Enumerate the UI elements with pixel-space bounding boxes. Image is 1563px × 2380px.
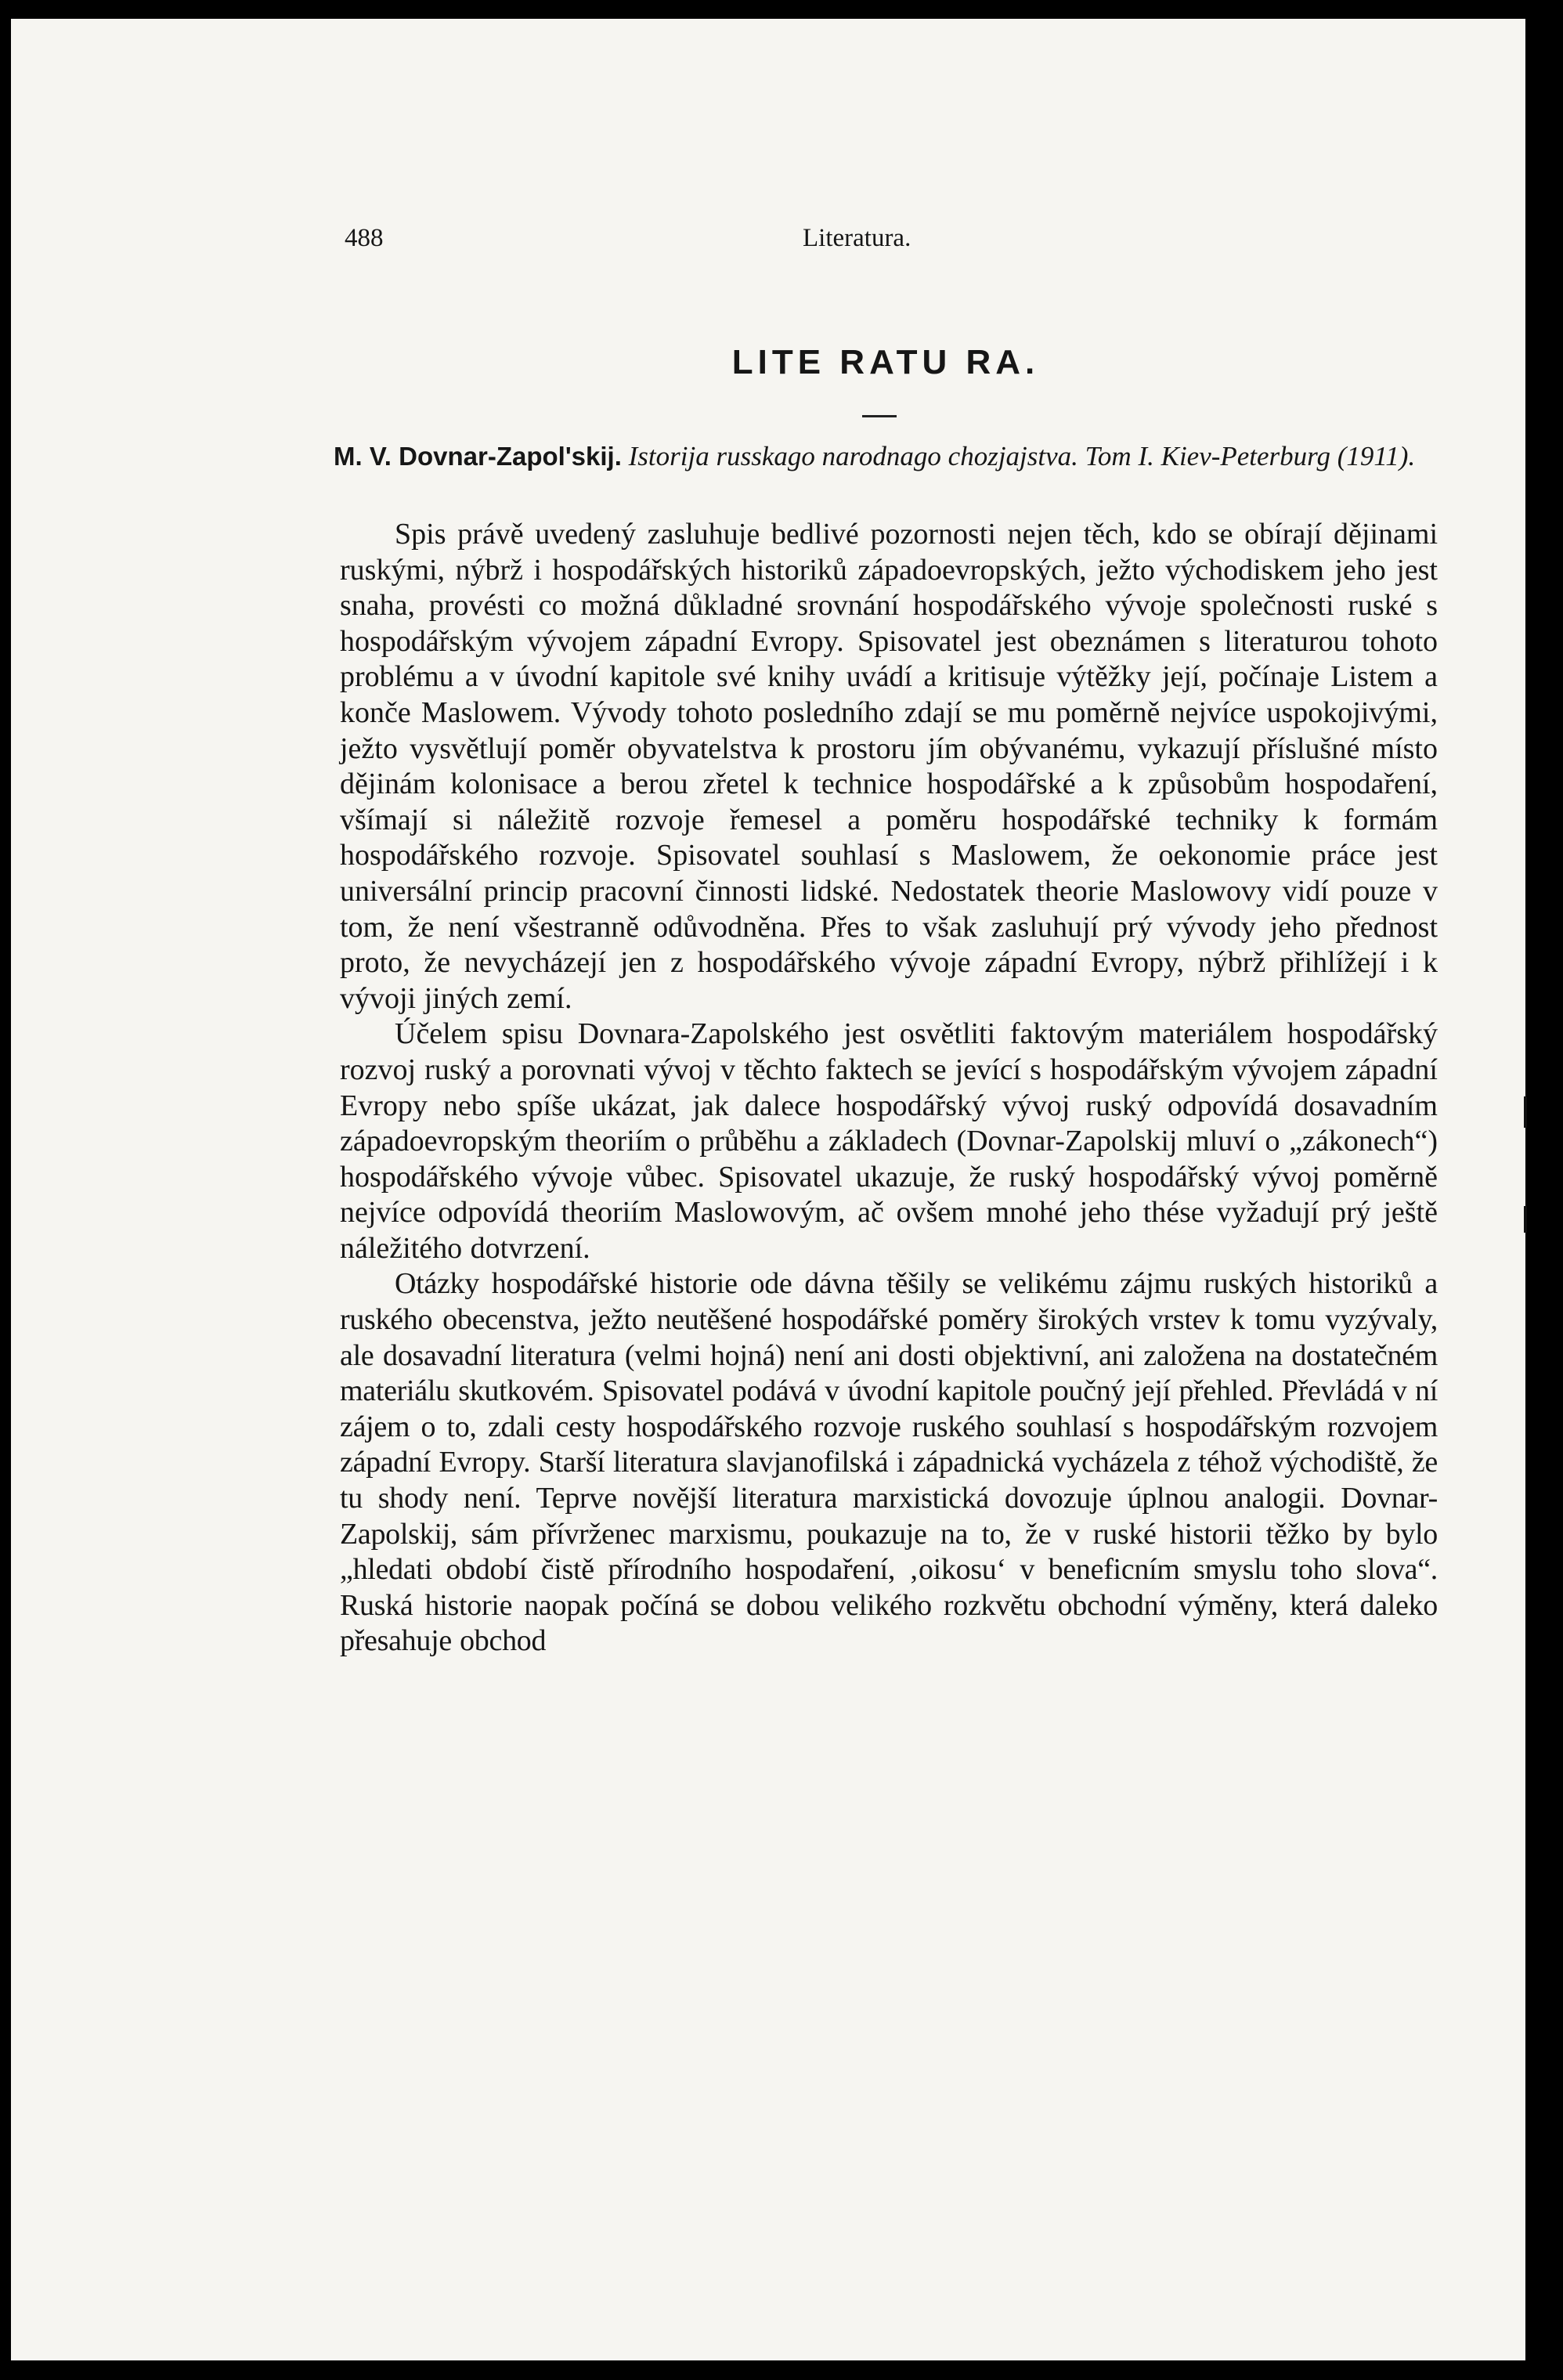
entry-author: M. V. Dovnar-Zapol'skij. [334,442,622,471]
bibliographic-entry [334,439,1438,475]
running-head [345,224,1449,263]
section-title: LITE RATU RA. [731,343,1040,381]
entry-title: Istorija russkago narodnago chozjajstva. Tom I. Kiev-Peterburg (1911). [628,441,1416,471]
scan-edge-mark [1524,1096,1527,1128]
title-divider [862,415,897,417]
entry-separator [622,441,629,471]
paragraph: Spis právě uvedený zasluhuje bedlivé pozornosti nejen těch, kdo se obírají dějinami ruskými, nýbrž i hospodářských historiků západoevropských, ježto východiskem jeho jest snaha, provésti co možná důkladné srovnání hospodářského vývoje společnosti ruské s hospodářským vývojem západní Evropy. Spisovatel jest obeznámen s literaturou tohoto problému a v úvodní kapitole své knihy uvádí a kritisuje výtěžky její, počínaje Listem a konče Maslowem. Vývody tohoto posledního zdají se mu poměrně nejvíce uspokojivými, ježto vysvětlují poměr obyvatelstva k prostoru jím obývanému, vykazují příslušné místo dějinám kolonisace a berou zřetel k technice hospodářské a k způsobům hospodaření, všímají si náležitě rozvoje řemesel a poměru hospodářské techniky k formám hospodářského rozvoje. Spisovatel souhlasí s Maslowem, že oekonomie práce jest universální princip pracovní činnosti lidské. Nedostatek theorie Maslowovy vidí pouze v tom, že není všestranně odůvodněna. Přes to však zasluhují prý vývody jeho přednost proto, že nevycházejí jen z hospodářského vývoje západní Evropy, nýbrž přihlížejí i k vývoji jiných zemí. [340,518,1438,1015]
running-title: Literatura. [803,224,911,252]
page-number: 488 [345,224,384,252]
paragraph: Účelem spisu Dovnara-Zapolského jest osvětliti faktovým materiálem hospodářský rozvoj ruský a porovnati vývoj v těchto faktech se jevící s hospodářským vývojem západní Evropy nebo spíše ukázat, jak dalece hospodářský vývoj ruský odpovídá dosavadním západoevropským theoriím o průběhu a základech (Dovnar-Zapolskij mluví o „zákonech“) hospodářského vývoje vůbec. Spisovatel ukazuje, že ruský hospodářský vývoj poměrně nejvíce odpovídá theoriím Maslowovým, ač ovšem mnohé jeho thése vyžadují prý ještě náležitého dotvrzení. [340,1017,1438,1265]
scan-edge-mark [1524,1206,1527,1233]
paragraph: Otázky hospodářské historie ode dávna těšily se velikému zájmu ruských historiků a ruského obecenstva, ježto neutěšené hospodářské poměry širokých vrstev k tomu vyzývaly, ale dosavadní literatura (velmi hojná) není ani dosti objektivní, ani založena na dostatečném materiálu skutkovém. Spisovatel podává v úvodní kapitole poučný její přehled. Převládá v ní zájem o to, zdali cesty hospodářského rozvoje ruského souhlasí s hospodářským rozvojem západní Evropy. Starší literatura slavjanofilská i západnická vycházela z téhož východiště, že tu shody není. Teprve novější literatura marxistická dovozuje úplnou analogii. Dovnar-Zapolskij, sám přívrženec marxismu, poukazuje na to, že v ruské historii těžko by bylo „hledati období čistě přírodního hospodaření, ‚oikosu‘ v beneficním smyslu toho slova“. Ruská historie naopak počíná se dobou velikého rozkvětu obchodní výměny, která daleko přesahuje obchod [340,1267,1438,1658]
review-body [340,517,1438,1659]
